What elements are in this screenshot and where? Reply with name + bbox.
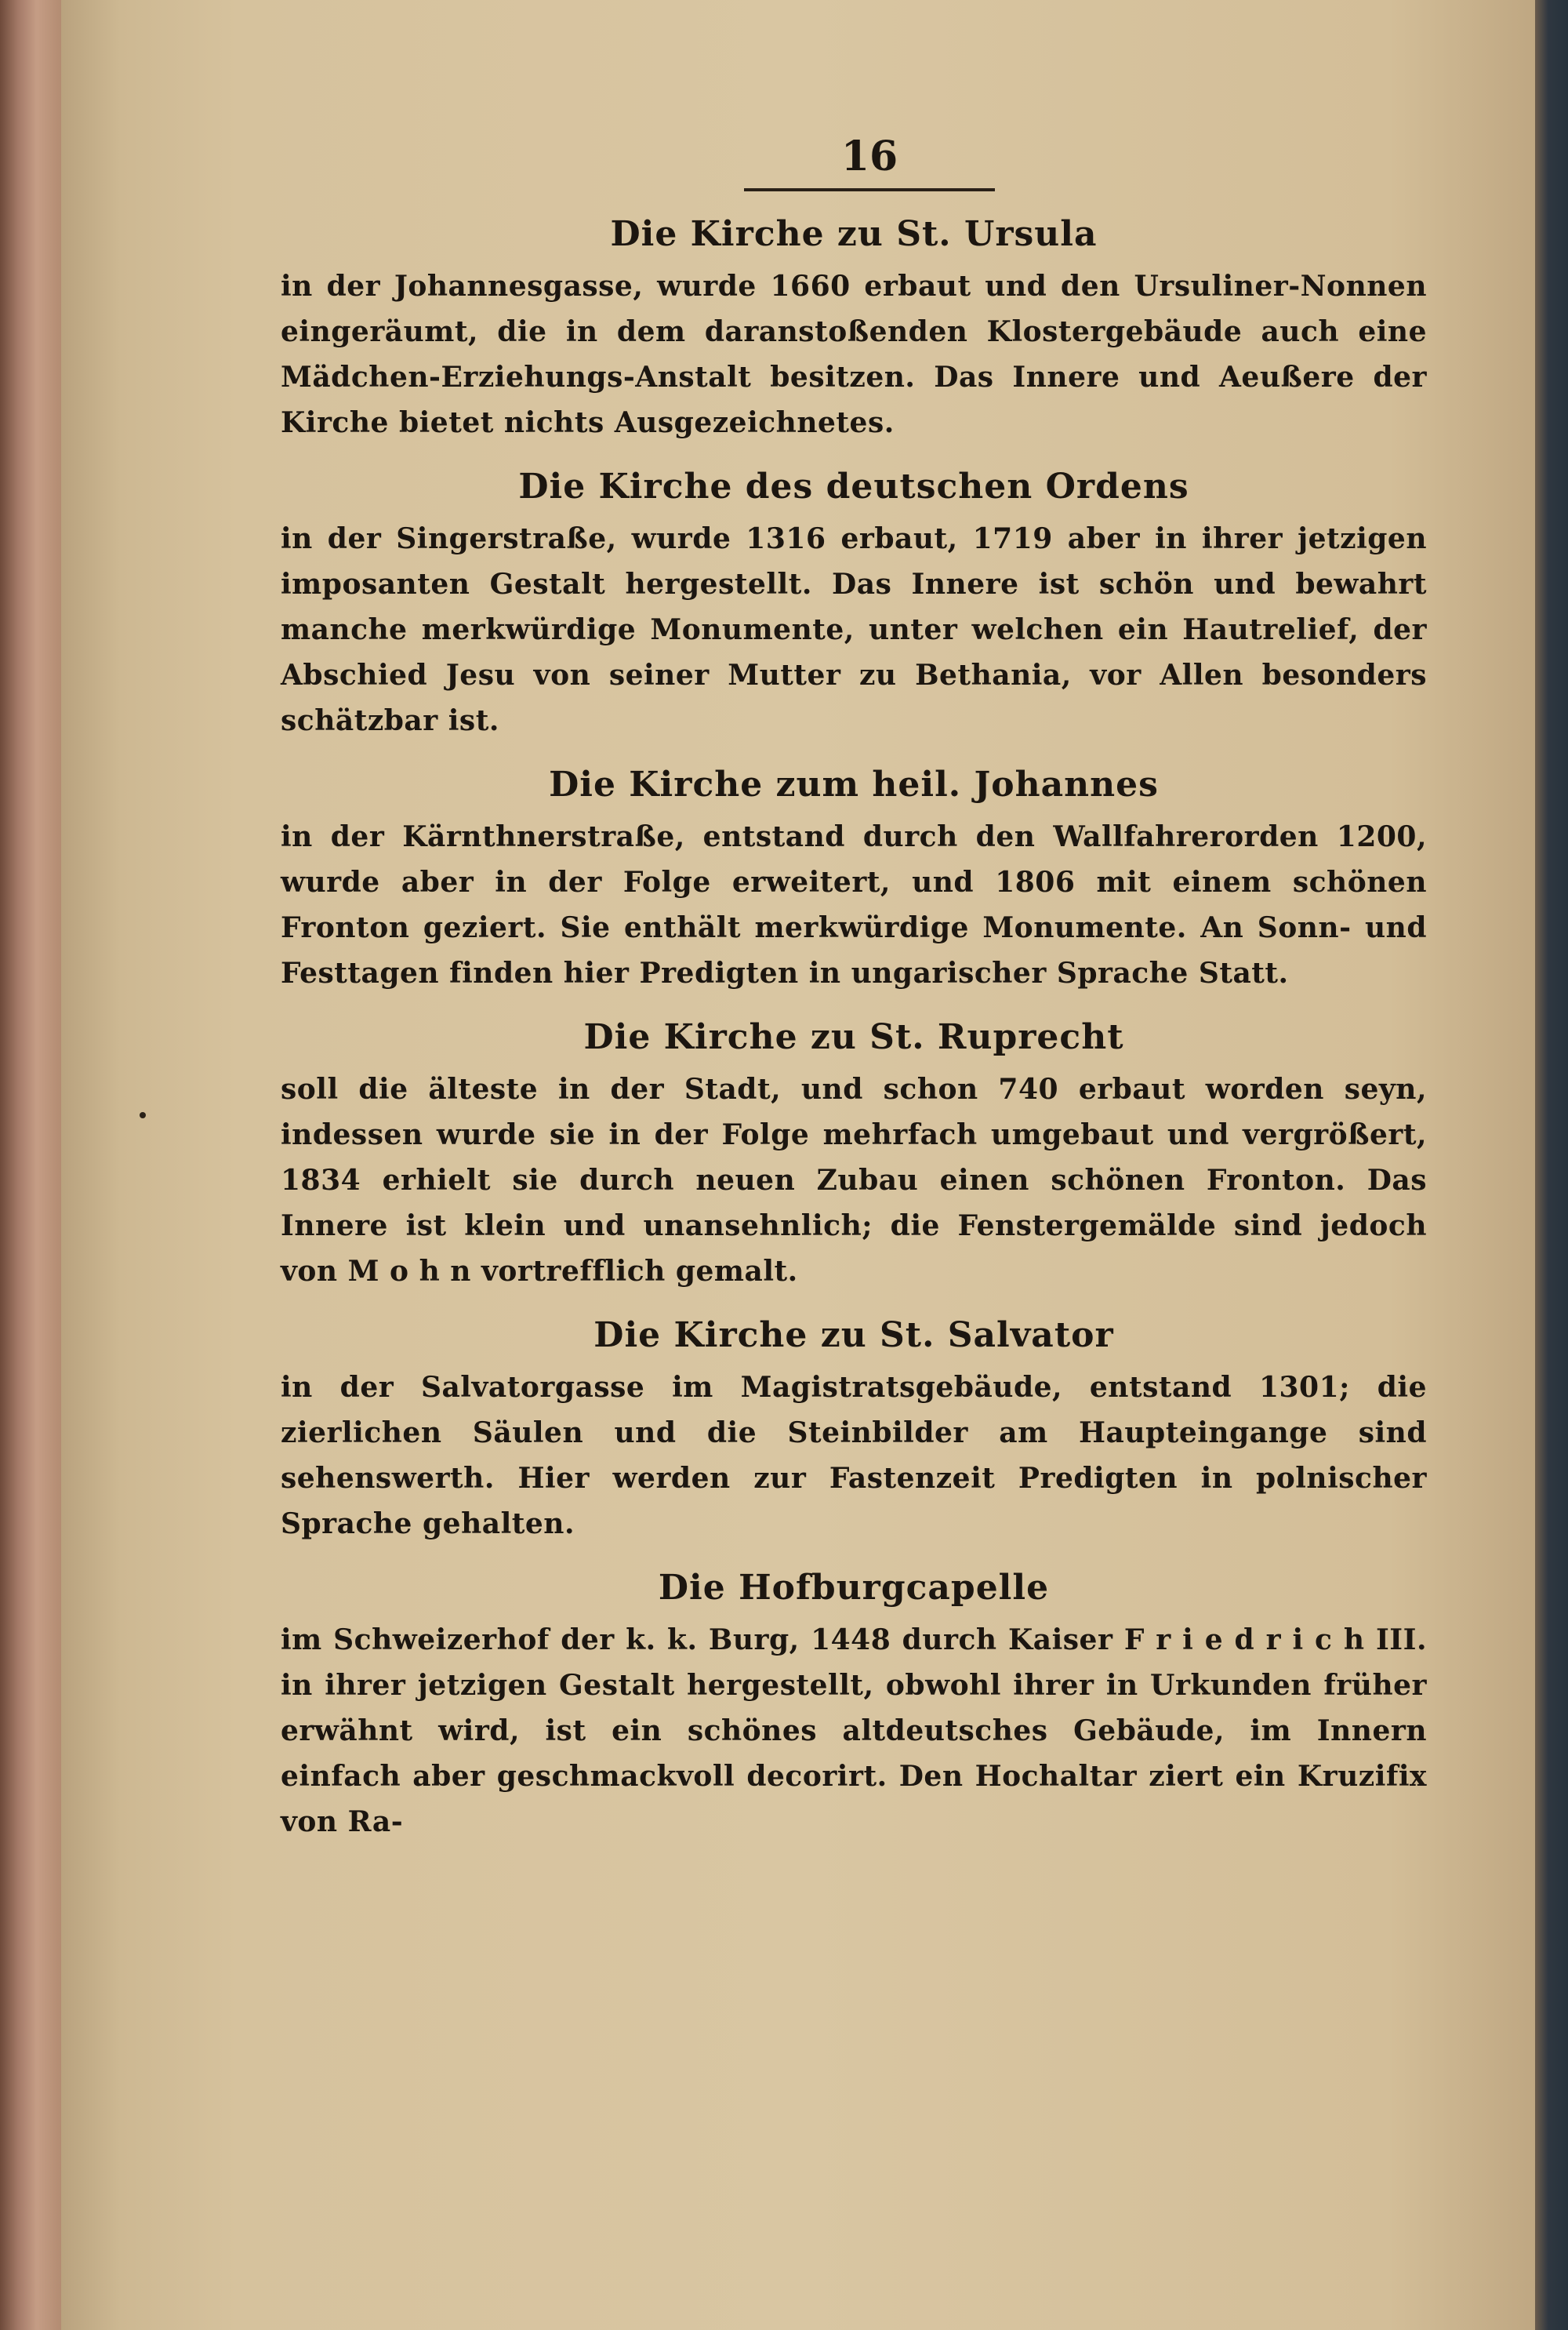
section-heading: Die Kirche zum heil. Johannes — [549, 765, 1159, 805]
section-heil-johannes — [281, 761, 1427, 996]
section-heading: Die Kirche zu St. Salvator — [593, 1315, 1114, 1355]
ink-speck — [140, 1112, 146, 1118]
section-body: im Schweizerhof der k. k. Burg, 1448 durch Kaiser F r i e d r i c h III. in ihrer jetzigen Gestalt hergestellt, obwohl ihrer in Urkunden früher erwähnt wird, ist ein schönes altdeutsches Gebäude, im Innern einfach aber geschmackvoll decorirt. Den Hochaltar ziert ein Kruzifix von Ra- — [281, 1623, 1427, 1838]
header-rule — [744, 188, 995, 191]
page-number: 16 — [840, 133, 898, 180]
section-st-ursula — [281, 210, 1427, 445]
section-heading: Die Kirche zu St. Ruprecht — [583, 1017, 1124, 1057]
section-body: in der Kärnthnerstraße, entstand durch den Wallfahrerorden 1200, wurde aber in der Folge erweitert, und 1806 mit einem schönen Fronton geziert. Sie enthält merkwürdige Monumente. An Sonn- und Festtagen finden hier Predigten in ungarischer Sprache Statt. — [281, 820, 1427, 990]
section-st-salvator — [281, 1311, 1427, 1547]
section-st-ruprecht — [281, 1013, 1427, 1294]
section-heading: Die Kirche des deutschen Ordens — [518, 467, 1189, 507]
section-body: soll die älteste in der Stadt, und schon 740 erbaut worden seyn, indessen wurde sie in der Folge mehrfach umgebaut und vergrößert, 1834 erhielt sie durch neuen Zubau einen schönen Fronton. Das Innere ist klein und unansehnlich; die Fenstergemälde sind jedoch von M o h n vortrefflich gemalt. — [281, 1073, 1427, 1288]
section-heading: Die Kirche zu St. Ursula — [610, 214, 1098, 254]
section-hofburgcapelle — [281, 1564, 1427, 1845]
book-cover-edge — [1535, 0, 1568, 2330]
section-deutscher-orden — [281, 463, 1427, 743]
section-body: in der Singerstraße, wurde 1316 erbaut, 1719 aber in ihrer jetzigen imposanten Gestalt hergestellt. Das Innere ist schön und bewahrt manche merkwürdige Monumente, unter welchen ein Hautrelief, der Abschied Jesu von seiner Mutter zu Bethania, vor Allen besonders schätzbar ist. — [281, 522, 1427, 737]
section-body: in der Johannesgasse, wurde 1660 erbaut und den Ursuliner-Nonnen eingeräumt, die in dem daranstoßenden Klostergebäude auch eine Mädchen-Erziehungs-Anstalt besitzen. Das Innere und Aeußere der Kirche bietet nichts Ausgezeichnetes. — [281, 270, 1427, 439]
facing-page-edge — [0, 0, 61, 2330]
page-text-block — [281, 133, 1427, 1845]
section-heading: Die Hofburgcapelle — [658, 1568, 1050, 1608]
section-body: in der Salvatorgasse im Magistratsgebäude, entstand 1301; die zierlichen Säulen und die Steinbilder am Haupteingange sind sehenswerth. Hier werden zur Fastenzeit Predigten in polnischer Sprache gehalten. — [281, 1371, 1427, 1540]
